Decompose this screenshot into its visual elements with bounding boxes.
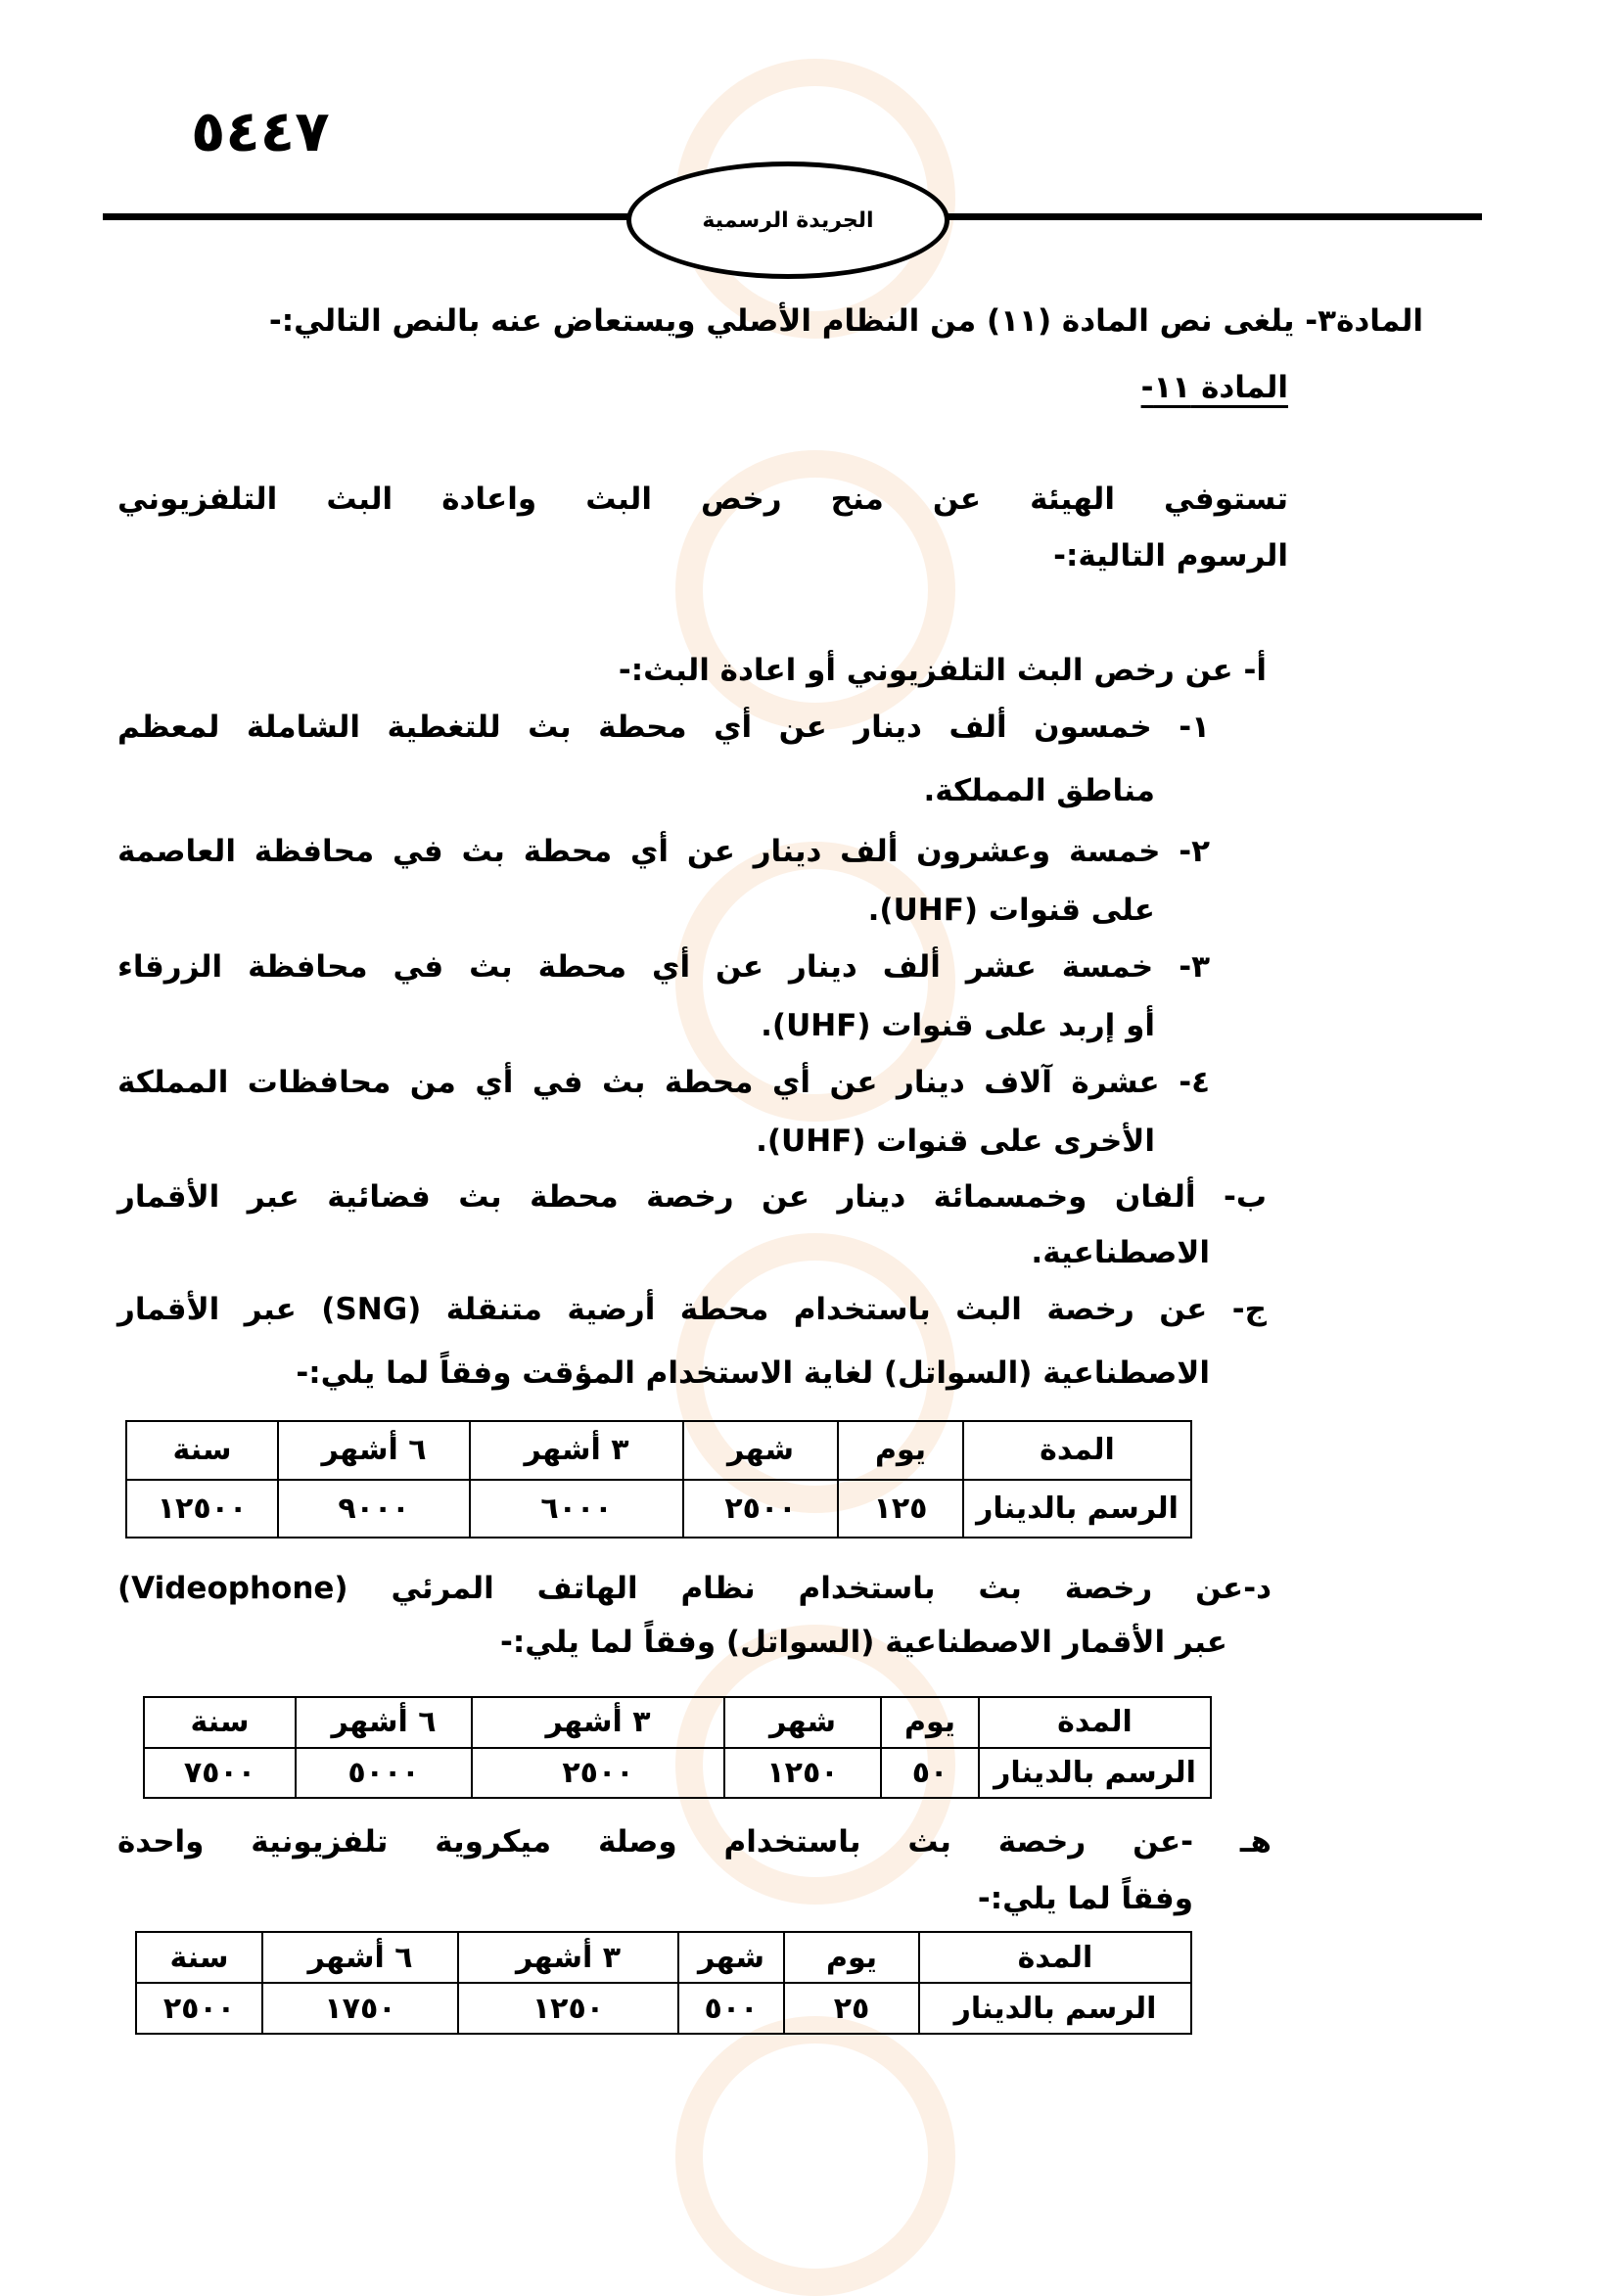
header-cell: سنة	[136, 1932, 262, 1983]
cell: ٢٥	[784, 1983, 919, 2034]
header-cell: شهر	[683, 1421, 838, 1480]
clause-a3: ٣- خمسة عشر ألف دينار عن أي محطة بث في محافظة الزرقاء	[117, 949, 1210, 985]
header-cell: سنة	[126, 1421, 278, 1480]
clause-d: د-عن رخصة بث باستخدام نظام الهاتف المرئي (Videophone)	[117, 1571, 1272, 1606]
cell: الرسم بالدينار	[919, 1983, 1191, 2034]
cell: ١٢٥	[838, 1480, 963, 1538]
header-cell: سنة	[144, 1697, 296, 1748]
clause-b: الاصطناعية.	[1031, 1235, 1210, 1270]
videophone-fee-table	[143, 1696, 1212, 1799]
article-11-heading: المادة ١١-	[1140, 370, 1288, 405]
clause-e: وفقاً لما يلي:-	[977, 1881, 1193, 1916]
clause-a2: ٢- خمسة وعشرون ألف دينار عن أي محطة بث في محافظة العاصمة	[117, 834, 1210, 869]
clause-c: ج- عن رخصة البث باستخدام محطة أرضية متنقلة (SNG) عبر الأقمار	[117, 1292, 1267, 1327]
header-cell: ٣ أشهر	[472, 1697, 724, 1748]
header-cell: يوم	[784, 1932, 919, 1983]
cell: الرسم بالدينار	[979, 1748, 1211, 1799]
watermark-clock	[675, 2016, 955, 2296]
header-cell: ٣ أشهر	[458, 1932, 678, 1983]
intro-line: تستوفي الهيئة عن منح رخص البث واعادة البث التلفزيوني	[117, 482, 1288, 517]
cell: ٥٠٠	[678, 1983, 784, 2034]
header-cell: ٦ أشهر	[296, 1697, 472, 1748]
clause-a4: الأخرى على قنوات (UHF).	[756, 1124, 1155, 1159]
gazette-title	[626, 161, 949, 279]
header-cell: شهر	[724, 1697, 881, 1748]
clause-a1: مناطق المملكة.	[923, 773, 1155, 808]
clause-e: هـ -عن رخصة بث باستخدام وصلة ميكروية تلفزيونية واحدة	[117, 1824, 1272, 1860]
cell: ٢٥٠٠	[683, 1480, 838, 1538]
header-cell: المدة	[963, 1421, 1191, 1480]
table-row	[126, 1480, 1191, 1538]
page-number: ٥٤٤٧	[191, 98, 330, 164]
clause-a2: على قنوات (UHF).	[867, 893, 1155, 928]
header-cell: المدة	[979, 1697, 1211, 1748]
table-header-row	[126, 1421, 1191, 1480]
header-cell: يوم	[881, 1697, 979, 1748]
clause-c: الاصطناعية (السواتل) لغاية الاستخدام المؤقت وفقاً لما يلي:-	[296, 1355, 1210, 1391]
cell: ٥٠	[881, 1748, 979, 1799]
header-cell: ٣ أشهر	[470, 1421, 683, 1480]
table-row	[136, 1983, 1191, 2034]
cell: ١٧٥٠	[262, 1983, 458, 2034]
clause-a4: ٤- عشرة آلاف دينار عن أي محطة بث في أي من محافظات المملكة	[117, 1065, 1210, 1100]
header-cell: ٦ أشهر	[262, 1932, 458, 1983]
header-cell: شهر	[678, 1932, 784, 1983]
cell: ١٢٥٠	[458, 1983, 678, 2034]
gazette-title-text: الجريدة الرسمية	[702, 207, 874, 233]
sng-fee-table	[125, 1420, 1192, 1538]
clause-a1: ١- خمسون ألف دينار عن أي محطة بث للتغطية الشاملة لمعظم	[117, 710, 1210, 745]
table-header-row	[136, 1932, 1191, 1983]
clause-b: ب- ألفان وخمسمائة دينار عن رخصة محطة بث فضائية عبر الأقمار	[117, 1179, 1267, 1215]
clause-d: عبر الأقمار الاصطناعية (السواتل) وفقاً لما يلي:-	[500, 1625, 1227, 1660]
cell: ٥٠٠٠	[296, 1748, 472, 1799]
cell: ٧٥٠٠	[144, 1748, 296, 1799]
cell: ٩٠٠٠	[278, 1480, 470, 1538]
cell: الرسم بالدينار	[963, 1480, 1191, 1538]
cell: ٢٥٠٠	[136, 1983, 262, 2034]
header-cell: المدة	[919, 1932, 1191, 1983]
cell: ١٢٥٠٠	[126, 1480, 278, 1538]
intro-line: الرسوم التالية:-	[1053, 538, 1288, 574]
article-3: المادة٣- يلغى نص المادة (١١) من النظام الأصلي ويستعاض عنه بالنص التالي:-	[268, 303, 1423, 339]
cell: ١٢٥٠	[724, 1748, 881, 1799]
header-cell: يوم	[838, 1421, 963, 1480]
table-header-row	[144, 1697, 1211, 1748]
microwave-fee-table	[135, 1931, 1192, 2035]
cell: ٢٥٠٠	[472, 1748, 724, 1799]
cell: ٦٠٠٠	[470, 1480, 683, 1538]
clause-a-heading: أ- عن رخص البث التلفزيوني أو اعادة البث:-	[618, 653, 1267, 688]
clause-a3: أو إربد على قنوات (UHF).	[761, 1008, 1155, 1043]
header-cell: ٦ أشهر	[278, 1421, 470, 1480]
table-row	[144, 1748, 1211, 1799]
